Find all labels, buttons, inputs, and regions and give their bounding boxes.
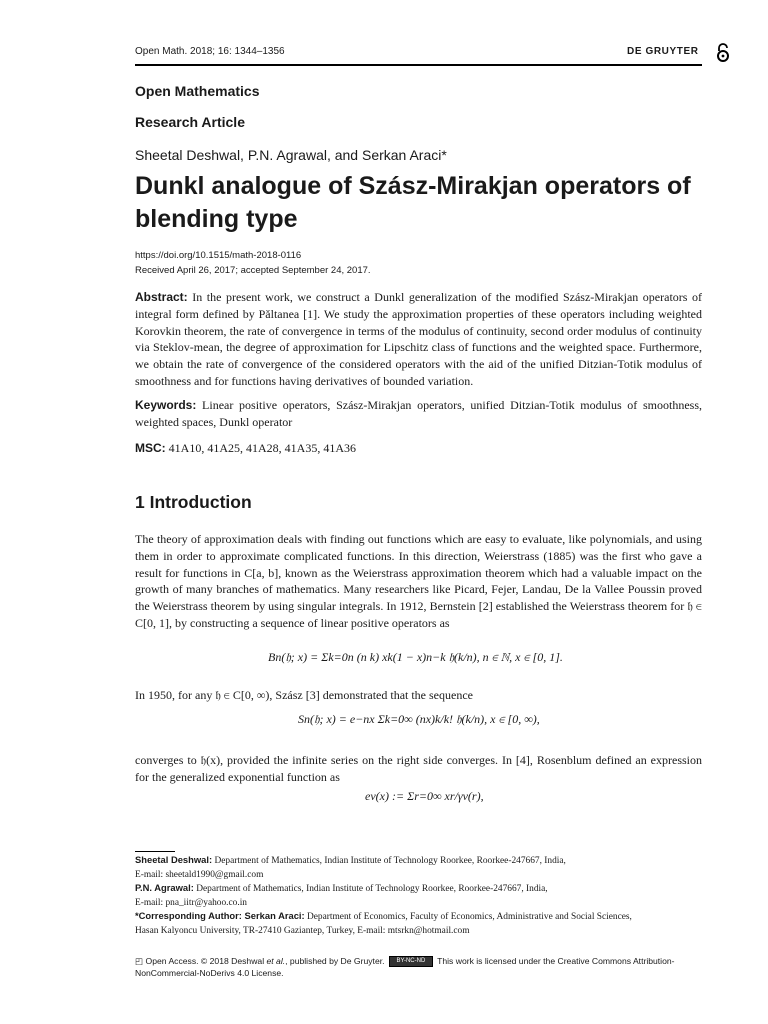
msc-codes <box>135 440 702 457</box>
abstract-label: Abstract: <box>135 290 188 304</box>
footnote-author-1 <box>135 853 702 883</box>
running-header-citation: Open Math. 2018; 16: 1344–1356 <box>135 46 285 57</box>
abstract <box>135 289 702 390</box>
footnote-label: Sheetal Deshwal: <box>135 854 213 865</box>
doi-link[interactable]: https://doi.org/10.1515/math-2018-0116 <box>135 250 302 261</box>
msc-text: 41A10, 41A25, 41A28, 41A35, 41A36 <box>165 441 357 455</box>
exponential-formula: eν(x) := Σr=0∞ xr/γν(r), <box>365 789 484 803</box>
footnote-text: Department of Economics, Faculty of Economics, Administrative and Social Sciences, <box>304 912 632 922</box>
author-list: Sheetal Deshwal, P.N. Agrawal, and Serkan Araci* <box>135 147 447 163</box>
license-notice <box>135 956 702 979</box>
bernstein-formula: Bn(𝔥; x) = Σk=0n (n k) xk(1 − x)n−k 𝔥(k/n), n ∈ ℕ, x ∈ [0, 1]. <box>268 650 563 664</box>
footnote-text: Department of Mathematics, Indian Institute of Technology Roorkee, Roorkee-247667, India, <box>193 884 548 894</box>
license-text-2: , published by De Gruyter. <box>285 956 385 966</box>
footnote-email: E-mail: sheetald1990@gmail.com <box>135 870 264 881</box>
footnote-email: E-mail: pna_iitr@yahoo.co.in <box>135 898 247 909</box>
msc-label: MSC: <box>135 441 166 455</box>
section-heading: 1 Introduction <box>135 492 252 512</box>
open-access-small-icon: ◰ <box>135 956 144 966</box>
footnote-label: P.N. Agrawal: <box>135 882 194 893</box>
keywords <box>135 397 702 431</box>
szasz-intro-text: In 1950, for any 𝔥 ∈ C[0, ∞), Szász [3] demonstrated that the sequence <box>135 688 473 702</box>
open-access-icon <box>714 43 732 63</box>
abstract-text: In the present work, we construct a Dunkl generalization of the modified Szász-Mirakjan operators of integral form defined by Pǎltanea [1]. We study the approximation properties of these operators including weighted Korovkin theorem, the rate of convergence in terms of the modulus of continuity, second order modulus of continuity via Steklov-mean, the degree of approximation for Lipschitz class of functions and the weighted space. Furthermore, we obtain the rate of convergence of the considered operators with the aid of the unified Ditzian-Totik modulus of smoothness and for functions having derivatives of bounded variation. <box>135 290 702 388</box>
footnote-text: Department of Mathematics, Indian Institute of Technology Roorkee, Roorkee-247667, India, <box>212 856 566 866</box>
footnote-rule <box>135 851 175 852</box>
received-dates: Received April 26, 2017; accepted September 24, 2017. <box>135 265 371 276</box>
footnote-author-3 <box>135 909 702 939</box>
article-type: Research Article <box>135 114 245 130</box>
journal-name: Open Mathematics <box>135 83 260 99</box>
header-rule <box>135 64 702 66</box>
publisher-name: DE GRUYTER <box>627 46 699 57</box>
footnote-email: Hasan Kalyoncu University, TR-27410 Gaziantep, Turkey, E-mail: mtsrkn@hotmail.com <box>135 926 470 937</box>
intro-paragraph: The theory of approximation deals with finding out functions which are easy to evaluate, like polynomials, and using them in order to approximate complicated functions. In this direction, Weierstrass (1885) was the first who gave a result for functions in C[a, b], known as the Weierstrass approximation theorem which had a valuable impact on the growth of many branches of mathematics. Many researchers like Picard, Fejer, Landau, De la Vallee Poussin proved the Weierstrass theorem by using singular integrals. In 1912, Bernstein [2] established the Weierstrass theorem for 𝔥 ∈ C[0, 1], by constructing a sequence of linear positive operators as <box>135 532 702 630</box>
license-text-3: This work is licensed under the Creative Commons Attribution-NonCommercial-NoDerivs 4.0 License. <box>135 956 675 978</box>
license-text-1: Open Access. © 2018 Deshwal <box>145 956 267 966</box>
article-title: Dunkl analogue of Szász-Mirakjan operators of blending type <box>135 172 691 233</box>
rosenblum-paragraph: converges to 𝔥(x), provided the infinite series on the right side converges. In [4], Rosenblum defined an expression for the generalized exponential function as <box>135 753 702 784</box>
keywords-label: Keywords: <box>135 398 197 412</box>
footnote-label: *Corresponding Author: Serkan Araci: <box>135 910 305 921</box>
cc-license-badge[interactable]: BY-NC-ND <box>389 956 433 967</box>
szasz-formula: Sn(𝔥; x) = e−nx Σk=0∞ (nx)k/k! 𝔥(k/n), x ∈ [0, ∞), <box>298 712 540 726</box>
license-etal: et al. <box>266 956 286 966</box>
footnote-author-2 <box>135 881 702 911</box>
keywords-text: Linear positive operators, Szász-Mirakjan operators, unified Ditzian-Totik modulus of smoothness, weighted spaces, Dunkl operator <box>135 398 702 429</box>
